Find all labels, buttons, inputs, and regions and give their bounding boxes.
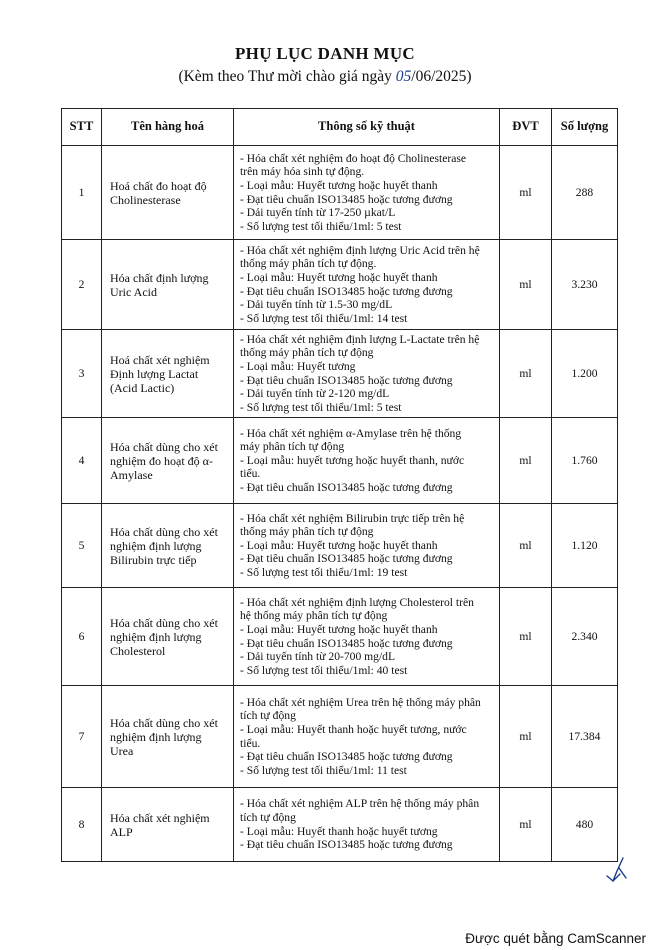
spec-line: - Loại mẫu: Huyết tương hoặc huyết thanh [240,622,438,636]
cell-quantity: 288 [552,146,618,240]
cell-specification [234,240,500,330]
cell-product-name: Hóa chất xét nghiệm ALP [102,788,234,862]
cell-product-name: Hoá chất xét nghiệm Định lượng Lactat (Acid Lactic) [102,330,234,418]
spec-line: - Dải tuyến tính từ 20-700 mg/dL [240,650,396,664]
cell-stt: 7 [62,686,102,788]
spec-line: hệ thống máy phân tích tự động [240,609,388,623]
cell-quantity: 2.340 [552,588,618,686]
spec-line: - Loại mẫu: Huyết tương hoặc huyết thanh [240,270,438,284]
cell-quantity: 1.120 [552,504,618,588]
cell-unit: ml [500,240,552,330]
cell-product-name: Hóa chất dùng cho xét nghiệm định lượng Bilirubin trực tiếp [102,504,234,588]
signature-mark-icon [604,854,630,884]
spec-line: tích tự động [240,810,296,824]
table-row [62,588,618,686]
cell-specification [234,330,500,418]
cell-unit: ml [500,788,552,862]
cell-stt: 2 [62,240,102,330]
header-quantity: Số lượng [552,109,618,146]
spec-line: - Loại mẫu: Huyết thanh hoặc huyết tương [240,824,438,838]
page-subtitle [0,68,650,86]
spec-line: thống máy phân tích tự động [240,525,374,539]
header-stt: STT [62,109,102,146]
cell-quantity: 480 [552,788,618,862]
spec-line: - Loại mẫu: Huyết tương hoặc huyết thanh [240,178,438,192]
spec-line: thống máy phân tích tự động. [240,257,377,271]
cell-specification [234,788,500,862]
cell-unit: ml [500,588,552,686]
cell-stt: 8 [62,788,102,862]
table-row [62,788,618,862]
spec-line: - Hóa chất xét nghiệm ALP trên hệ thống máy phân [240,797,480,811]
spec-line: - Đạt tiêu chuẩn ISO13485 hoặc tương đương [240,552,453,566]
spec-line: - Số lượng test tối thiểu/1ml: 5 test [240,400,402,414]
spec-line: máy phân tích tự động [240,440,345,454]
header-specification: Thông số kỹ thuật [234,109,500,146]
catalog-table [61,108,618,862]
cell-unit: ml [500,330,552,418]
cell-product-name: Hoá chất đo hoạt độ Cholinesterase [102,146,234,240]
header-unit: ĐVT [500,109,552,146]
spec-line: - Số lượng test tối thiểu/1ml: 40 test [240,663,408,677]
cell-product-name: Hóa chất dùng cho xét nghiệm đo hoạt độ α-Amylase [102,418,234,504]
table-row [62,504,618,588]
cell-product-name: Hóa chất dùng cho xét nghiệm định lượng Cholesterol [102,588,234,686]
spec-line: - Loại mẫu: Huyết thanh hoặc huyết tương, nước [240,722,467,736]
cell-quantity: 1.760 [552,418,618,504]
cell-specification [234,418,500,504]
spec-line: - Đạt tiêu chuẩn ISO13485 hoặc tương đương [240,192,453,206]
cell-specification [234,146,500,240]
spec-line: - Dải tuyến tính từ 1.5-30 mg/dL [240,298,393,312]
spec-line: - Đạt tiêu chuẩn ISO13485 hoặc tương đương [240,480,453,494]
cell-stt: 3 [62,330,102,418]
table-header-row [62,109,618,146]
table-row [62,240,618,330]
spec-line: - Dải tuyến tính từ 17-250 µkat/L [240,206,396,220]
spec-line: - Loại mẫu: huyết tương hoặc huyết thanh, nước [240,453,465,467]
cell-unit: ml [500,686,552,788]
subtitle-handwritten-day: 05 [395,68,412,85]
cell-specification [234,504,500,588]
table-row [62,330,618,418]
header-product-name: Tên hàng hoá [102,109,234,146]
spec-line: - Đạt tiêu chuẩn ISO13485 hoặc tương đương [240,284,453,298]
cell-specification [234,588,500,686]
cell-specification [234,686,500,788]
spec-line: - Hóa chất xét nghiệm định lượng L-Lactate trên hệ [240,332,480,346]
cell-stt: 4 [62,418,102,504]
spec-line: - Đạt tiêu chuẩn ISO13485 hoặc tương đương [240,636,453,650]
spec-line: tiểu. [240,736,261,750]
spec-line: - Đạt tiêu chuẩn ISO13485 hoặc tương đương [240,750,453,764]
table-row [62,418,618,504]
spec-line: - Số lượng test tối thiểu/1ml: 14 test [240,311,408,325]
spec-line: - Hóa chất xét nghiệm định lượng Uric Acid trên hệ [240,243,480,257]
page-title: PHỤ LỤC DANH MỤC [235,44,415,63]
cell-product-name: Hóa chất định lượng Uric Acid [102,240,234,330]
table-row [62,146,618,240]
spec-line: - Đạt tiêu chuẩn ISO13485 hoặc tương đương [240,838,453,852]
spec-line: - Loại mẫu: Huyết tương [240,359,356,373]
spec-line: - Hóa chất xét nghiệm đo hoạt độ Cholinesterase [240,151,467,165]
scanner-watermark: Được quét bằng CamScanner [465,931,646,946]
cell-stt: 5 [62,504,102,588]
spec-line: - Số lượng test tối thiểu/1ml: 11 test [240,763,407,777]
spec-line: thống máy phân tích tự động [240,346,374,360]
spec-line: - Hóa chất xét nghiệm Urea trên hệ thống máy phân [240,695,481,709]
cell-unit: ml [500,146,552,240]
spec-line: - Đạt tiêu chuẩn ISO13485 hoặc tương đương [240,373,453,387]
subtitle-suffix: /06/2025) [411,68,472,85]
cell-quantity: 1.200 [552,330,618,418]
spec-line: - Số lượng test tối thiểu/1ml: 19 test [240,565,408,579]
spec-line: - Số lượng test tối thiểu/1ml: 5 test [240,219,402,233]
cell-quantity: 3.230 [552,240,618,330]
cell-stt: 6 [62,588,102,686]
cell-quantity: 17.384 [552,686,618,788]
spec-line: - Loại mẫu: Huyết tương hoặc huyết thanh [240,538,438,552]
spec-line: - Hóa chất xét nghiệm Bilirubin trực tiếp trên hệ [240,511,465,525]
cell-unit: ml [500,504,552,588]
spec-line: - Hóa chất xét nghiệm định lượng Cholesterol trên [240,595,474,609]
spec-line: tiểu. [240,467,261,481]
cell-product-name: Hóa chất dùng cho xét nghiệm định lượng Urea [102,686,234,788]
cell-unit: ml [500,418,552,504]
subtitle-prefix: (Kèm theo Thư mời chào giá ngày [178,68,396,85]
cell-stt: 1 [62,146,102,240]
spec-line: - Hóa chất xét nghiệm α-Amylase trên hệ thống [240,426,462,440]
spec-line: trên máy hóa sinh tự động. [240,165,365,179]
spec-line: tích tự động [240,709,296,723]
table-row [62,686,618,788]
spec-line: - Dải tuyến tính từ 2-120 mg/dL [240,387,390,401]
